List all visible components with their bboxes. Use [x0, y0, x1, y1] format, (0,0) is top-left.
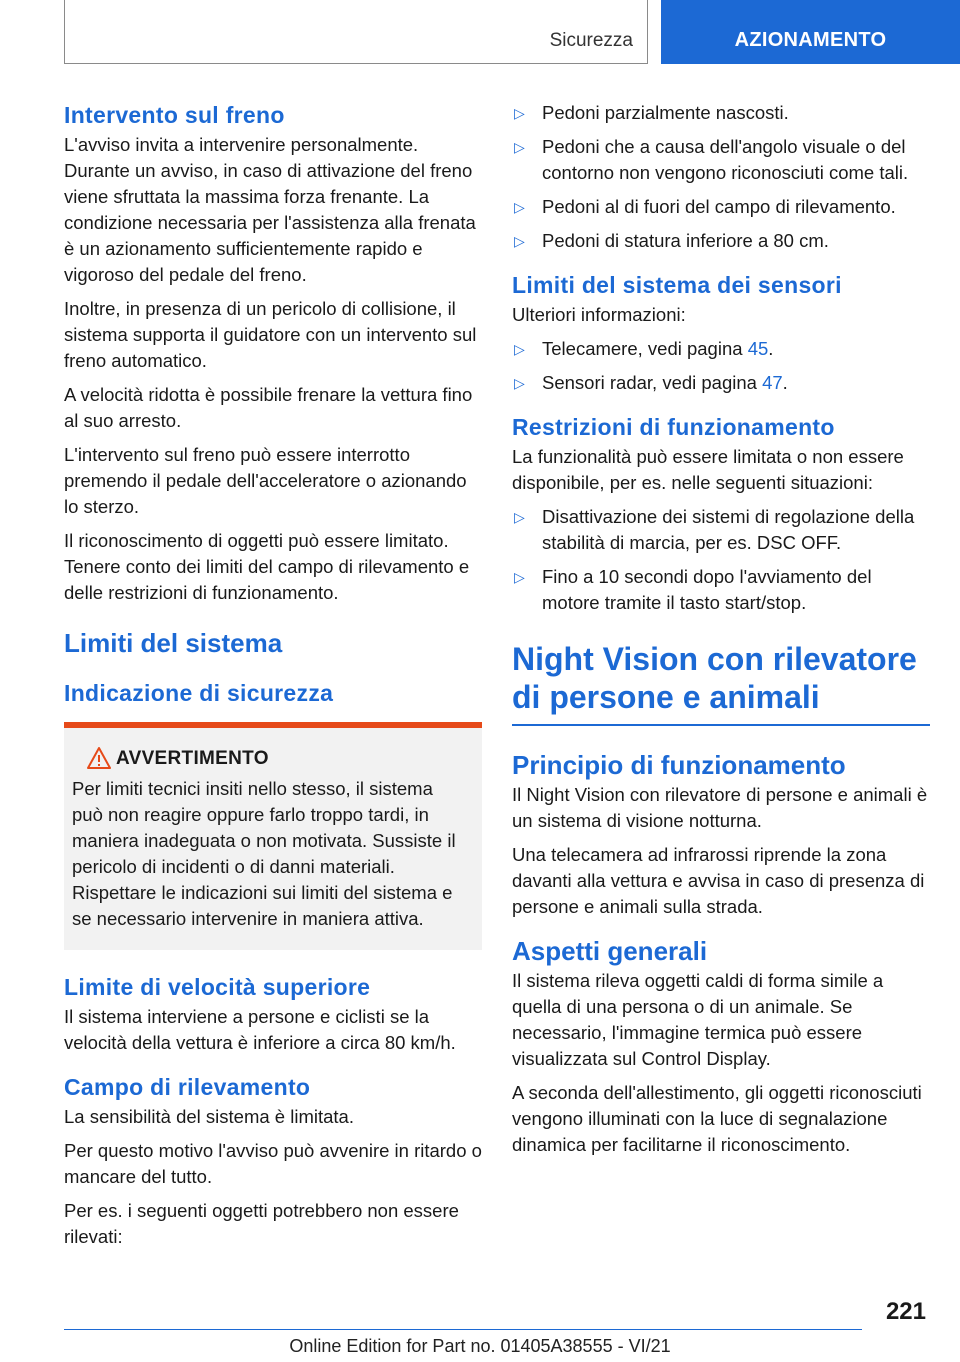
paragraph: A seconda dell'allestimento, gli oggetti riconosciuti vengono illuminati con la luce di segnalazione dinamica per facilitarne il riconoscimento.	[512, 1082, 922, 1155]
page-link-47[interactable]: 47	[762, 372, 783, 393]
paragraph: La funzionalità può essere limitata o non essere disponibile, per es. nelle seguenti situazioni:	[512, 446, 904, 493]
paragraph: L'avviso invita a intervenire personalmente. Durante un avviso, in caso di attivazione del freno viene sfruttata la massima forza frenante. La condizione necessaria per l'assistenza alla frenata è un azionamento sufficientemente rapido e vigoroso del pedale del freno.	[64, 134, 476, 285]
heading-night-vision: Night Vision con rilevatore di persone e animali	[512, 641, 917, 715]
triangle-bullet-icon: ▷	[514, 509, 525, 525]
paragraph: Ulteriori informazioni:	[512, 304, 686, 325]
heading-campo: Campo di rilevamento	[64, 1074, 311, 1100]
list-item: ▷ Pedoni al di fuori del campo di rilevamento.	[512, 194, 930, 220]
page-link-45[interactable]: 45	[747, 338, 769, 359]
triangle-bullet-icon: ▷	[514, 569, 525, 585]
heading-aspetti: Aspetti generali	[512, 936, 708, 966]
warning-box	[64, 722, 482, 950]
page-number: 221	[885, 1298, 926, 1325]
paragraph: Per questo motivo l'avviso può avvenire in ritardo o mancare del tutto.	[64, 1140, 482, 1187]
paragraph: Una telecamera ad infrarossi riprende la zona davanti alla vettura e avvisa in caso di presenza di persone e animali sulla strada.	[512, 844, 925, 917]
chapter-label: AZIONAMENTO	[734, 29, 887, 51]
chapter-tab[interactable]	[661, 0, 960, 64]
paragraph: A velocità ridotta è possibile frenare la vettura fino al suo arresto.	[64, 384, 473, 431]
list-undetected-pedestrians	[512, 100, 930, 254]
section-tab[interactable]	[64, 0, 648, 64]
list-restrictions	[512, 504, 930, 616]
right-column	[512, 100, 930, 1166]
list-item: ▷ Telecamere, vedi pagina 45.	[512, 336, 930, 362]
heading-velocita: Limite di velocità superiore	[64, 974, 371, 1000]
paragraph: Per es. i seguenti oggetti potrebbero non essere rilevati:	[64, 1200, 459, 1247]
left-column	[64, 100, 482, 1258]
paragraph: La sensibilità del sistema è limitata.	[64, 1106, 354, 1127]
footer-edition: Online Edition for Part no. 01405A38555 - VI/21	[289, 1336, 671, 1356]
list-references	[512, 336, 930, 396]
paragraph: Il sistema rileva oggetti caldi di forma simile a quella di una persona o di un animale. Se necessario, l'immagine termica può essere visualizzata sul Control Display.	[512, 970, 884, 1069]
heading-intervento: Intervento sul freno	[64, 102, 285, 128]
triangle-bullet-icon: ▷	[514, 233, 525, 249]
list-item: ▷ Pedoni che a causa dell'angolo visuale o del contorno non vengono riconosciuti come tali.	[514, 136, 909, 183]
paragraph: Il riconoscimento di oggetti può essere limitato. Tenere conto dei limiti del campo di rilevamento e delle restrizioni di funzionamento.	[64, 530, 470, 603]
triangle-bullet-icon: ▷	[514, 199, 525, 215]
warning-triangle-icon	[86, 746, 112, 775]
heading-sensori: Limiti del sistema dei sensori	[512, 272, 842, 298]
heading-indicazione: Indicazione di sicurezza	[64, 680, 334, 706]
paragraph: Il sistema interviene a persone e ciclisti se la velocità della vettura è inferiore a circa 80 km/h.	[64, 1006, 456, 1053]
triangle-bullet-icon: ▷	[514, 105, 525, 121]
heading-restrizioni: Restrizioni di funzionamento	[512, 414, 835, 440]
paragraph: L'intervento sul freno può essere interrotto premendo il pedale dell'acceleratore o azionando lo sterzo.	[64, 444, 467, 517]
page-header	[0, 0, 960, 66]
section-divider	[512, 724, 930, 726]
triangle-bullet-icon: ▷	[514, 375, 525, 391]
paragraph: Il Night Vision con rilevatore di persone e animali è un sistema di visione notturna.	[512, 784, 928, 831]
heading-principio: Principio di funzionamento	[512, 750, 846, 780]
warning-title: AVVERTIMENTO	[116, 748, 269, 769]
heading-limiti: Limiti del sistema	[64, 628, 283, 658]
list-item: ▷ Pedoni di statura inferiore a 80 cm.	[512, 228, 930, 254]
list-item: ▷ Disattivazione dei sistemi di regolazione della stabilità di marcia, per es. DSC OFF.	[514, 506, 915, 553]
triangle-bullet-icon: ▷	[514, 341, 525, 357]
paragraph: Inoltre, in presenza di un pericolo di collisione, il sistema supporta il guidatore con un intervento sul freno automatico.	[64, 298, 477, 371]
section-label: Sicurezza	[549, 30, 633, 51]
list-item: ▷ Sensori radar, vedi pagina 47.	[512, 370, 930, 396]
footer-divider	[64, 1329, 862, 1330]
list-item: ▷ Pedoni parzialmente nascosti.	[512, 100, 930, 126]
list-item: ▷ Fino a 10 secondi dopo l'avviamento del motore tramite il tasto start/stop.	[514, 566, 872, 613]
warning-text: Per limiti tecnici insiti nello stesso, il sistema può non reagire oppure farlo troppo tardi, in maniera inadeguata o non motivata. Sussiste il pericolo di incidenti o di danni materiali. Rispettare le indicazioni sui limiti del sistema e se necessario intervenire in maniera attiva.	[72, 778, 456, 929]
triangle-bullet-icon: ▷	[514, 139, 525, 155]
